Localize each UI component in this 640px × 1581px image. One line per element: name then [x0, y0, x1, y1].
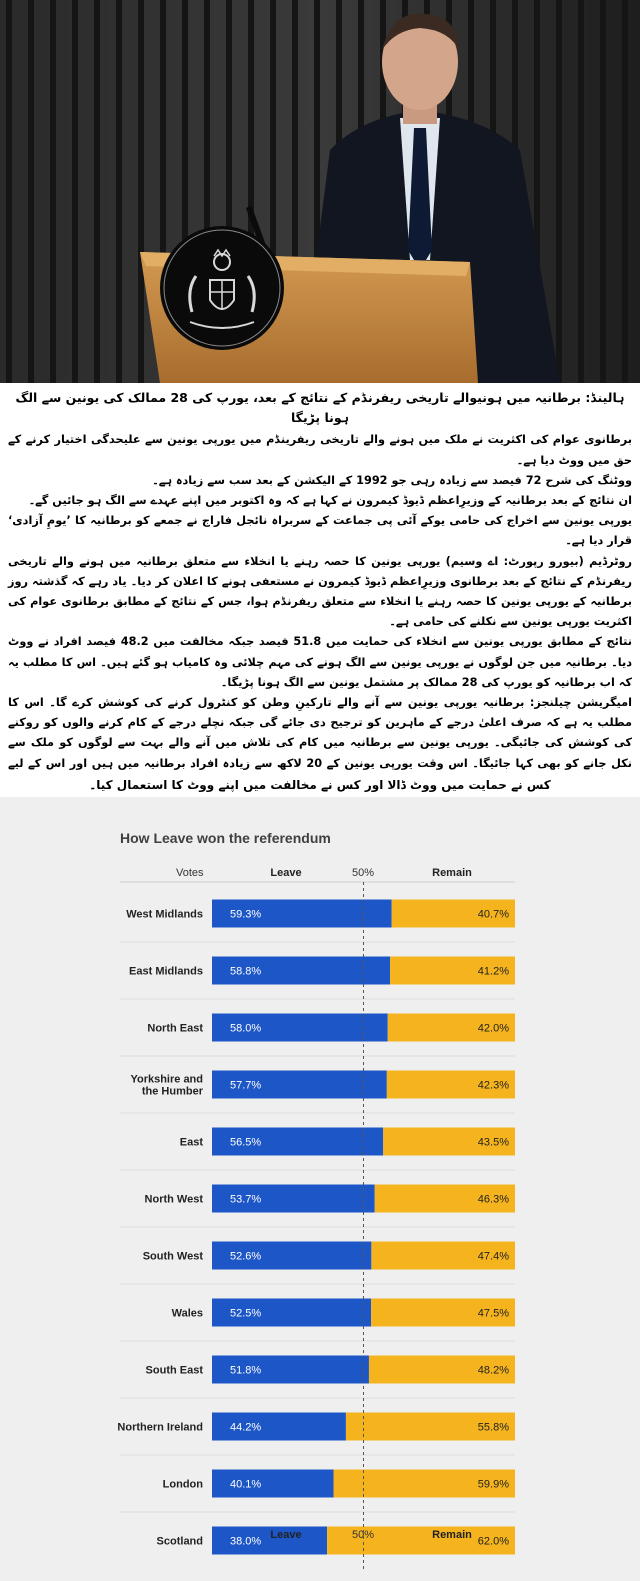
railing-bar — [72, 0, 78, 383]
data-label-leave: 38.0% — [230, 1535, 262, 1548]
chart-fifty-label-bottom: 50% — [351, 1529, 375, 1541]
category-label-line: Yorkshire and — [130, 1073, 203, 1086]
category-label-line: the Humber — [141, 1085, 203, 1098]
category-label — [157, 1536, 203, 1548]
category-label — [163, 1479, 204, 1491]
data-label-leave: 56.5% — [230, 1136, 262, 1149]
data-label-leave: 44.2% — [230, 1421, 262, 1434]
railing-bar — [50, 0, 56, 383]
chart-legend-remain-top: Remain — [432, 867, 472, 879]
speaker-photo-illustration — [0, 0, 640, 383]
category-label-line: South West — [142, 1250, 203, 1263]
data-label-leave: 57.7% — [230, 1079, 262, 1092]
article-headline: ہالینڈ: برطانیہ میں ہونیوالے تاریخی ریفرنڈم کے نتائج کے بعد، یورپ کی 28 ممالک کی یونین سے الگ ہونا پڑیگا — [15, 390, 625, 426]
article-paragraph: ووٹنگ کی شرح 72 فیصد سے زیادہ رہی جو 1992 کے الیکشن کے بعد سب سے زیادہ ہے۔ — [152, 473, 632, 487]
article-paragraph: روٹرڈیم (بیورو رپورٹ: اے وسیم) یورپی یونین کا حصہ رہنے یا انخلاء سے متعلق برطانیہ میں ہونے والے تاریخی ریفرنڈم کے نتائج کے بعد برطانوی وزیرِاعظم ڈیوڈ کیمرون نے مستعفی ہونے کا اعلان کر دیا۔ یاد رہے کہ گذشتہ روز برطانیہ کے یورپی یونین کا حصہ رہنے یا انخلاء سے متعلق ریفرنڈم ہوا، جس کے نتائج کے مطابق برطانوی عوام کی اکثریت یورپی یونین سے نکلنے کی حامی ہے۔ — [8, 554, 632, 629]
category-label-line: East — [179, 1136, 203, 1149]
data-label-remain: 47.5% — [477, 1307, 509, 1320]
railing-bar — [600, 0, 606, 383]
category-label-line: Scotland — [156, 1535, 203, 1548]
data-label-remain: 42.0% — [477, 1022, 509, 1035]
category-label-line: North West — [144, 1193, 203, 1206]
category-label — [126, 909, 203, 921]
data-label-remain: 41.2% — [477, 965, 509, 978]
data-label-remain: 40.7% — [477, 908, 509, 921]
data-label-remain: 55.8% — [477, 1421, 509, 1434]
category-label — [147, 1023, 203, 1035]
category-label-line: London — [162, 1478, 203, 1491]
category-label-line: West Midlands — [126, 908, 203, 921]
category-label — [130, 1074, 203, 1098]
data-label-remain: 46.3% — [477, 1193, 509, 1206]
data-label-leave: 58.8% — [230, 965, 262, 978]
category-label-line: East Midlands — [129, 965, 203, 978]
article-paragraph: نتائج کے مطابق یورپی یونین سے انخلاء کی حمایت میں 51.8 فیصد جبکہ مخالفت میں 48.2 فیصد افراد نے ووٹ دیا۔ برطانیہ میں جن لوگوں نے یورپی یونین سے الگ ہونے کی مہم چلائی وہ کامیاب ہو گئے ہیں۔ اس کا مطلب یہ کہ اب برطانیہ کو یورپ کی 28 ممالک پر مشتمل یونین سے الگ ہونا پڑیگا۔ — [8, 635, 632, 689]
data-label-remain: 48.2% — [477, 1364, 509, 1377]
data-label-leave: 51.8% — [230, 1364, 262, 1377]
article-body — [0, 384, 640, 774]
data-label-remain: 42.3% — [477, 1079, 509, 1092]
railing-bar — [28, 0, 34, 383]
article-paragraph: برطانوی عوام کی اکثریت نے ملک میں ہونے والے تاریخی ریفرینڈم میں یورپی یونین سے علیحدگی اختیار کرنے کے حق میں ووٹ دیا ہے۔ — [8, 433, 632, 467]
category-label-line: North East — [147, 1022, 203, 1035]
category-label — [129, 966, 203, 978]
referendum-chart — [0, 797, 640, 1581]
data-label-leave: 52.5% — [230, 1307, 262, 1320]
railing-bar — [94, 0, 100, 383]
referendum-bar-chart — [0, 797, 640, 1581]
railing-bar — [578, 0, 584, 383]
railing-bar — [116, 0, 122, 383]
data-label-leave: 52.6% — [230, 1250, 262, 1263]
data-label-leave: 53.7% — [230, 1193, 262, 1206]
category-label — [143, 1251, 204, 1263]
chart-category-header: Votes — [176, 867, 204, 879]
category-label — [180, 1137, 204, 1149]
chart-legend-leave-bottom: Leave — [270, 1529, 302, 1541]
railing-bar — [138, 0, 144, 383]
chart-caption: کس نے حمایت میں ووٹ ڈالا اور کس نے مخالفت میں اپنے ووٹ کا استعمال کیا۔ — [89, 778, 551, 792]
article-paragraph: امیگریشن چیلنجز: برطانیہ یورپی یونین سے آنے والے تارکینِ وطن کو کنٹرول کرنے کی کوشش کرے گا۔ اس کا مطلب یہ ہے کہ صرف اعلیٰ درجے کے ماہرین کو ترجیح دی جائے گی جبکہ نچلے درجے کے کام کرنے والوں کو روکنے کی کوشش کی جائیگی۔ یورپی یونین سے برطانیہ میں کام کی تلاش میں آنے والے بہت سے لوگوں کو ملک سے نکل جانے کو بھی کہا جائیگا۔ اس وقت یورپی یونین کے 20 لاکھ سے زیادہ افراد برطانیہ میں ہیں اور اس کے لیے — [8, 696, 632, 770]
category-label — [172, 1308, 203, 1320]
category-label-line: Northern Ireland — [117, 1421, 203, 1434]
data-label-remain: 62.0% — [477, 1535, 509, 1548]
category-label — [146, 1365, 204, 1377]
data-label-leave: 59.3% — [230, 908, 262, 921]
article-paragraph: ان نتائج کے بعد برطانیہ کے وزیرِاعظم ڈیوڈ کیمرون نے کہا ہے کہ وہ اکتوبر میں اپنے عہدے سے الگ ہو جائیں گے۔ — [28, 494, 632, 508]
chart-bars — [117, 900, 515, 1555]
category-label-line: Wales — [171, 1307, 203, 1320]
category-label — [145, 1194, 204, 1206]
chart-legend-remain-bottom: Remain — [432, 1529, 472, 1541]
railing-bar — [6, 0, 12, 383]
data-label-leave: 40.1% — [230, 1478, 262, 1491]
data-label-remain: 43.5% — [477, 1136, 509, 1149]
chart-legend-leave-top: Leave — [270, 867, 302, 879]
railing-bar — [622, 0, 628, 383]
data-label-remain: 47.4% — [477, 1250, 509, 1263]
data-label-remain: 59.9% — [477, 1478, 509, 1491]
railing-bar — [556, 0, 562, 383]
chart-fifty-label-top: 50% — [351, 867, 375, 879]
news-photo — [0, 0, 640, 383]
data-label-leave: 58.0% — [230, 1022, 262, 1035]
category-label-line: South East — [145, 1364, 203, 1377]
category-label — [117, 1422, 203, 1434]
article-paragraph: یورپی یونین سے اخراج کی حامی یوکے آئی پی جماعت کے سربراہ نائجل فاراج نے جمعے کو برطانیہ کا ’یومِ آزادی‘ قرار دیا ہے۔ — [8, 514, 632, 548]
chart-title: How Leave won the referendum — [120, 830, 331, 846]
